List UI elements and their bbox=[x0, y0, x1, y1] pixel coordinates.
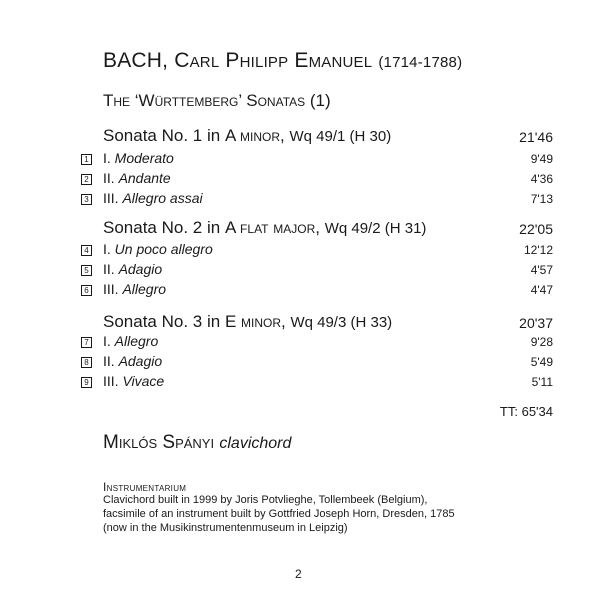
movement-numeral: II. bbox=[103, 170, 115, 186]
movement-title bbox=[103, 190, 203, 206]
performer-instrument: clavichord bbox=[219, 435, 292, 452]
performer-name: Miklós Spányi bbox=[103, 432, 215, 453]
movement-time: 4'36 bbox=[530, 172, 553, 186]
movement-time: 4'57 bbox=[530, 263, 553, 277]
movement-numeral: II. bbox=[103, 261, 115, 277]
page-number: 2 bbox=[295, 567, 302, 581]
track-number: 2 bbox=[81, 174, 92, 185]
track-number: 9 bbox=[81, 377, 92, 388]
composer-heading bbox=[103, 49, 462, 73]
instrumentarium-line: (now in the Musikinstrumentenmuseum in Leipzig) bbox=[103, 522, 348, 534]
instrumentarium-line: facsimile of an instrument built by Gottfried Joseph Horn, Dresden, 1785 bbox=[103, 508, 455, 520]
movement-title bbox=[103, 373, 164, 389]
movement-title bbox=[103, 150, 174, 166]
track-number: 5 bbox=[81, 265, 92, 276]
composer-given-names: Carl Philipp Emanuel bbox=[174, 49, 373, 72]
album-subtitle: The ‘Württemberg’ Sonatas (1) bbox=[103, 91, 331, 110]
sonata-1-heading bbox=[103, 126, 391, 146]
movement-time: 7'13 bbox=[530, 192, 553, 206]
track-number: 3 bbox=[81, 194, 92, 205]
movement-time: 12'12 bbox=[524, 243, 553, 257]
sonata-catalogue: Wq 49/3 (H 33) bbox=[290, 314, 393, 331]
track-number: 8 bbox=[81, 357, 92, 368]
movement-title bbox=[103, 281, 166, 297]
sonata-catalogue: Wq 49/2 (H 31) bbox=[324, 220, 427, 237]
movement-time: 5'49 bbox=[530, 355, 553, 369]
instrumentarium-line: Clavichord built in 1999 by Joris Potvlieghe, Tollembeek (Belgium), bbox=[103, 494, 428, 506]
movement-name: Allegro assai bbox=[122, 190, 203, 206]
movement-numeral: III. bbox=[103, 190, 119, 206]
sonata-3-total: 20'37 bbox=[519, 315, 553, 331]
sonata-key: A minor, bbox=[224, 126, 285, 145]
movement-name: Un poco allegro bbox=[114, 241, 213, 257]
movement-time: 9'28 bbox=[530, 335, 553, 349]
sonata-key: A flat major, bbox=[224, 218, 320, 237]
sonata-1-total: 21'46 bbox=[519, 129, 553, 145]
sonata-3-heading bbox=[103, 312, 392, 332]
track-number: 6 bbox=[81, 285, 92, 296]
sonata-title: Sonata No. 1 in bbox=[103, 126, 221, 145]
movement-title bbox=[103, 333, 158, 349]
instrumentarium-heading: Instrumentarium bbox=[103, 480, 187, 494]
movement-title bbox=[103, 261, 162, 277]
track-number: 1 bbox=[81, 154, 92, 165]
track-number: 4 bbox=[81, 245, 92, 256]
movement-numeral: I. bbox=[103, 333, 111, 349]
performer bbox=[103, 432, 291, 454]
composer-surname: BACH, bbox=[103, 49, 169, 72]
sonata-2-heading bbox=[103, 218, 426, 238]
movement-name: Adagio bbox=[118, 353, 163, 369]
sonata-title: Sonata No. 3 in bbox=[103, 312, 221, 331]
movement-time: 9'49 bbox=[530, 152, 553, 166]
movement-name: Allegro bbox=[122, 281, 167, 297]
movement-numeral: III. bbox=[103, 373, 119, 389]
movement-time: 4'47 bbox=[530, 283, 553, 297]
composer-dates: (1714-1788) bbox=[378, 54, 463, 71]
track-number: 7 bbox=[81, 337, 92, 348]
sonata-title: Sonata No. 2 in bbox=[103, 218, 221, 237]
movement-numeral: II. bbox=[103, 353, 115, 369]
movement-numeral: I. bbox=[103, 241, 111, 257]
movement-title bbox=[103, 170, 171, 186]
movement-numeral: I. bbox=[103, 150, 111, 166]
movement-time: 5'11 bbox=[531, 375, 553, 389]
movement-name: Adagio bbox=[118, 261, 163, 277]
sonata-2-total: 22'05 bbox=[519, 221, 553, 237]
movement-name: Allegro bbox=[114, 333, 159, 349]
movement-numeral: III. bbox=[103, 281, 119, 297]
total-playing-time: TT: 65'34 bbox=[499, 404, 553, 419]
movement-name: Moderato bbox=[114, 150, 174, 166]
movement-name: Vivace bbox=[122, 373, 165, 389]
movement-title bbox=[103, 241, 213, 257]
movement-title bbox=[103, 353, 162, 369]
sonata-key: E minor, bbox=[224, 312, 286, 331]
movement-name: Andante bbox=[118, 170, 171, 186]
sonata-catalogue: Wq 49/1 (H 30) bbox=[289, 128, 392, 145]
